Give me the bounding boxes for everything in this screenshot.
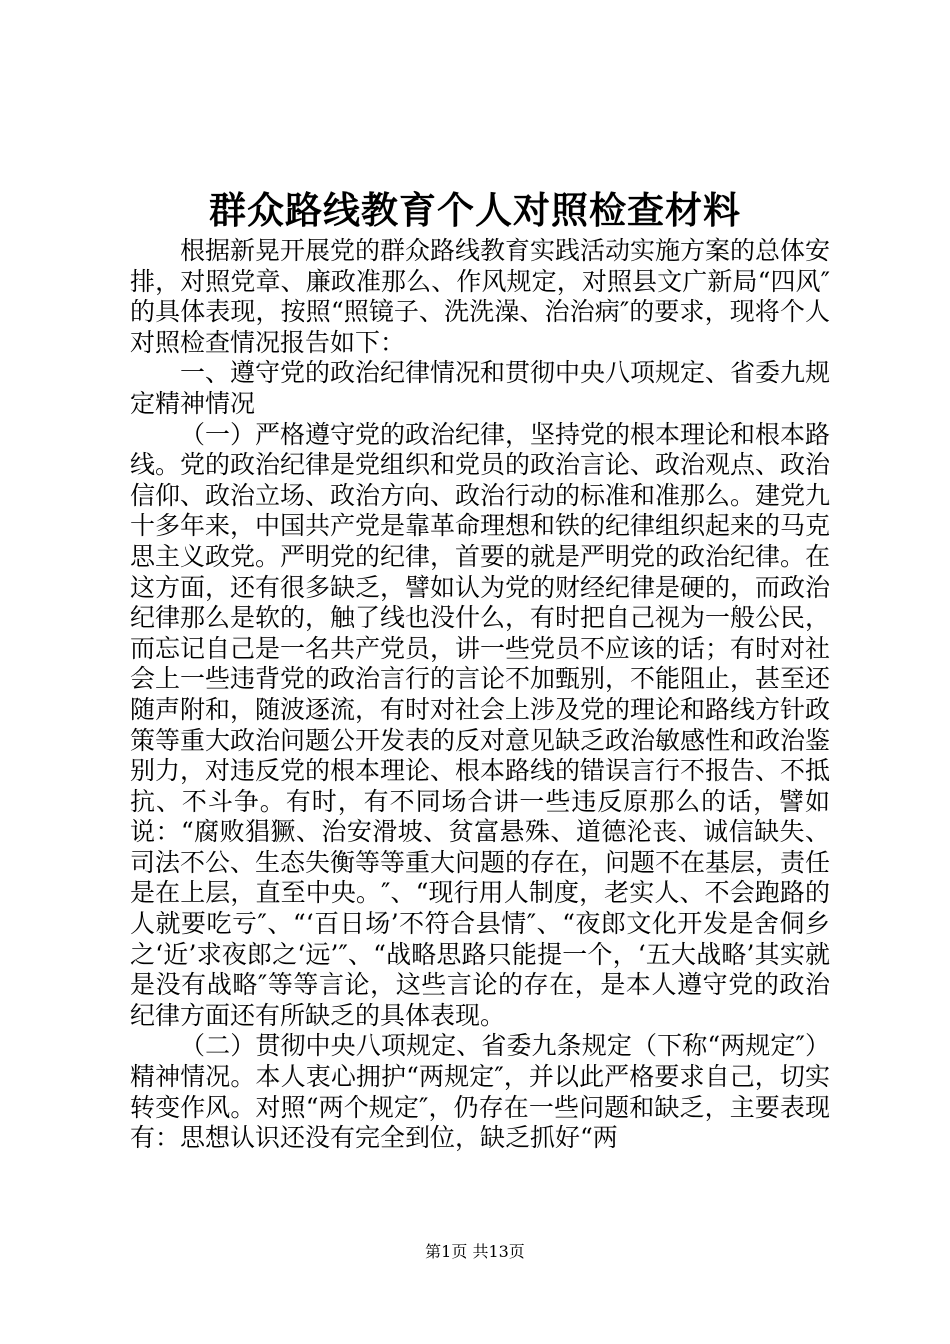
paragraph-political-discipline: （一）严格遵守党的政治纪律，坚持党的根本理论和根本路线。党的政治纪律是党组织和党员的政治言论、政治观点、政治信仰、政治立场、政治方向、政治行动的标准和准那么。建党九十多年来，中国共产党是靠革命理想和铁的纪律组织起来的马克思主义政党。严明党的纪律，首要的就是严明党的政治纪律。在这方面，还有很多缺乏，譬如认为党的财经纪律是硬的，而政治纪律那么是软的，触了线也没什么，有时把自己视为一般公民，而忘记自己是一名共产党员，讲一些党员不应该的话；有时对社会上一些违背党的政治言行的言论不加甄别，不能阻止，甚至还随声附和，随波逐流，有时对社会上涉及党的理论和路线方针政策等重大政治问题公开发表的反对意见缺乏政治敏感性和政治鉴别力，对违反党的根本理论、根本路线的错误言行不报告、不抵抗、不斗争。有时，有不同场合讲一些违反原那么的话，譬如说：“腐败猖獗、治安滑坡、贫富悬殊、道德沦丧、诚信缺失、司法不公、生态失衡等等重大问题的存在，问题不在基层，责任是在上层，直至中央。″、“现行用人制度，老实人、不会跑路的人就要吃亏″、“‘百日场’不符合县情″、“夜郎文化开发是舍侗乡之‘近’求夜郎之‘远’″、“战略思路只能提一个，‘五大战略’其实就是没有战略″等等言论，这些言论的存在，是本人遵守党的政治纪律方面还有所缺乏的具体表现。: [130, 419, 831, 1030]
document-body: [130, 236, 830, 1154]
page-number-footer: 第1页 共13页: [425, 1242, 525, 1261]
document-title: 群众路线教育个人对照检查材料: [209, 188, 741, 232]
paragraph-eight-regulations: （二）贯彻中央八项规定、省委九条规定（下称“两规定″）精神情况。本人衷心拥护“两规定″，并以此严格要求自己，切实转变作风。对照“两个规定″，仍存在一些问题和缺乏，主要表现有：思想认识还没有完全到位，缺乏抓好“两: [130, 1031, 830, 1153]
section-heading-1: 一、遵守党的政治纪律情况和贯彻中央八项规定、省委九规定精神情况: [130, 358, 831, 418]
paragraph-intro: 根据新晃开展党的群众路线教育实践活动实施方案的总体安排，对照党章、廉政准那么、作风规定，对照县文广新局“四风″的具体表现，按照“照镜子、洗洗澡、治治病″的要求，现将个人对照检查情况报告如下：: [130, 236, 831, 357]
